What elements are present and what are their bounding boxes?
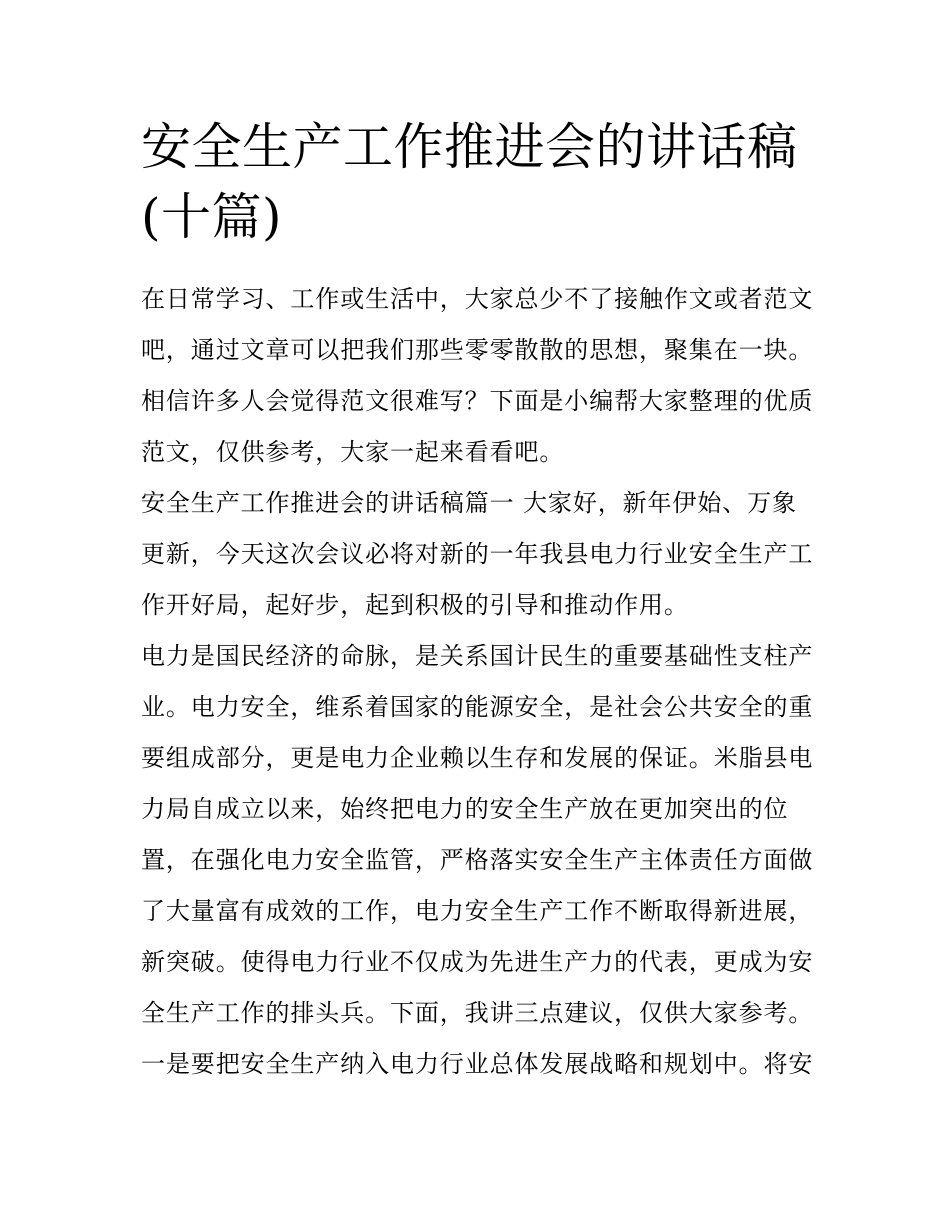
document-title — [141, 112, 816, 252]
document-content — [141, 112, 816, 1090]
paragraph-line: 一是要把安全生产纳入电力行业总体发展战略和规划中。将安 — [141, 1050, 814, 1078]
paragraph-line: 业。电力安全，维系着国家的能源安全，是社会公共安全的重 — [141, 693, 814, 721]
paragraph-line: 相信许多人会觉得范文很难写？下面是小编帮大家整理的优质 — [141, 387, 814, 415]
paragraph-line: 范文，仅供参考，大家一起来看看吧。 — [141, 438, 565, 466]
paragraph-line: 了大量富有成效的工作，电力安全生产工作不断取得新进展， — [141, 897, 814, 925]
document-body — [141, 274, 816, 1090]
paragraph-line: 新突破。使得电力行业不仅成为先进生产力的代表，更成为安 — [141, 948, 814, 976]
paragraph-line: 在日常学习、工作或生活中，大家总少不了接触作文或者范文 — [141, 285, 814, 313]
paragraph-speech-opening — [141, 478, 816, 631]
paragraph-line: 全生产工作的排头兵。下面，我讲三点建议，仅供大家参考。 — [141, 999, 814, 1027]
paragraph-electric-power — [141, 631, 816, 1039]
paragraph-line: 要组成部分，更是电力企业赖以生存和发展的保证。米脂县电 — [141, 744, 814, 772]
paragraph-line: 力局自成立以来，始终把电力的安全生产放在更加突出的位 — [141, 795, 789, 823]
paragraph-line: 安全生产工作推进会的讲话稿篇一 大家好，新年伊始、万象 — [141, 489, 797, 517]
paragraph-line: 吧，通过文章可以把我们那些零零散散的思想，聚集在一块。 — [141, 336, 814, 364]
title-line-1: 安全生产工作推进会的讲话稿 — [141, 118, 798, 176]
paragraph-intro — [141, 274, 816, 478]
paragraph-line: 置，在强化电力安全监管，严格落实安全生产主体责任方面做 — [141, 846, 814, 874]
paragraph-line: 更新，今天这次会议必将对新的一年我县电力行业安全生产工 — [141, 540, 814, 568]
paragraph-point-one — [141, 1039, 816, 1090]
paragraph-line: 作开好局，起好步，起到积极的引导和推动作用。 — [141, 591, 689, 619]
title-line-2: (十篇) — [141, 188, 283, 246]
paragraph-line: 电力是国民经济的命脉，是关系国计民生的重要基础性支柱产 — [141, 642, 814, 670]
